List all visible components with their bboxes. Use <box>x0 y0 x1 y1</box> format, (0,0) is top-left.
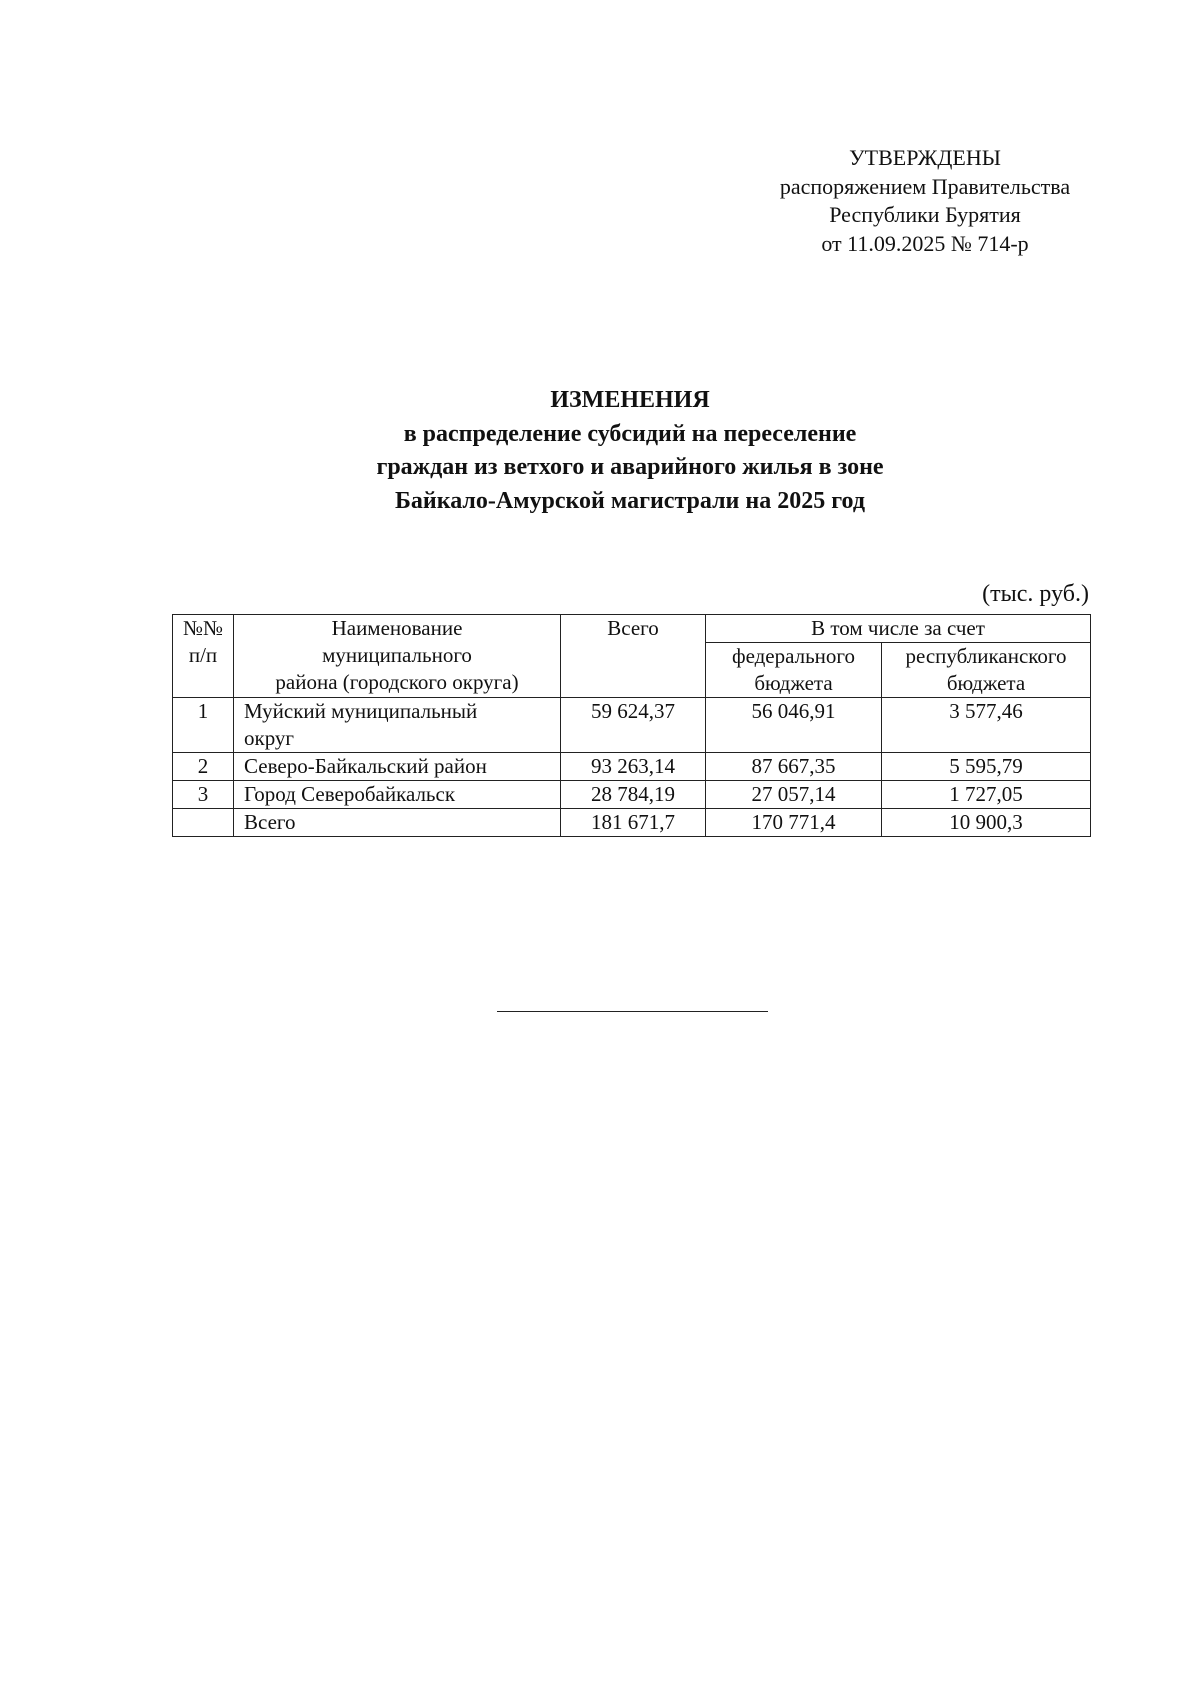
row-federal: 27 057,14 <box>706 781 882 809</box>
title-line-4: Байкало-Амурской магистрали на 2025 год <box>395 487 865 514</box>
table-header-row <box>173 615 1091 643</box>
row-name: Северо-Байкальский район <box>234 753 561 781</box>
header-republic-line2: бюджета <box>946 671 1026 695</box>
subsidy-table <box>172 614 1091 837</box>
closing-rule <box>497 1011 768 1012</box>
table-row <box>173 698 1091 753</box>
header-including: В том числе за счет <box>706 615 1091 643</box>
row-total: 93 263,14 <box>561 753 706 781</box>
header-number-line1: №№ <box>182 616 224 640</box>
header-republic <box>882 643 1091 698</box>
title-heading: ИЗМЕНЕНИЯ <box>550 387 710 413</box>
header-name <box>234 615 561 698</box>
summary-federal: 170 771,4 <box>706 809 882 837</box>
summary-number <box>173 809 234 837</box>
row-republic: 1 727,05 <box>882 781 1091 809</box>
header-name-line1: Наименование <box>331 616 463 640</box>
summary-total: 181 671,7 <box>561 809 706 837</box>
units-label: (тыс. руб.) <box>982 581 1089 607</box>
table-summary-row <box>173 809 1091 837</box>
row-name-line1: Муйский муниципальный <box>244 699 478 723</box>
row-federal: 87 667,35 <box>706 753 882 781</box>
table-row <box>173 781 1091 809</box>
row-number: 3 <box>173 781 234 809</box>
header-total: Всего <box>561 615 706 698</box>
summary-label: Всего <box>234 809 561 837</box>
header-name-line3: района (городского округа) <box>275 670 519 694</box>
row-republic: 5 595,79 <box>882 753 1091 781</box>
header-federal-line2: бюджета <box>754 671 833 695</box>
row-republic: 3 577,46 <box>882 698 1091 753</box>
row-federal: 56 046,91 <box>706 698 882 753</box>
row-number: 1 <box>173 698 234 753</box>
row-number: 2 <box>173 753 234 781</box>
approval-stamp <box>750 144 1100 258</box>
header-number <box>173 615 234 698</box>
header-name-line2: муниципального <box>322 643 472 667</box>
title-line-3: граждан из ветхого и аварийного жилья в зоне <box>376 454 884 480</box>
header-republic-line1: республиканского <box>905 644 1067 668</box>
approval-heading: УТВЕРЖДЕНЫ <box>849 145 1001 170</box>
header-number-line2: п/п <box>188 643 218 667</box>
header-federal-line1: федерального <box>731 644 856 668</box>
row-name <box>234 698 561 753</box>
row-name-line2: округ <box>244 726 295 750</box>
approval-date-number: от 11.09.2025 № 714-р <box>821 230 1029 256</box>
row-total: 28 784,19 <box>561 781 706 809</box>
approval-authority: распоряжением Правительства <box>779 173 1071 199</box>
row-total: 59 624,37 <box>561 698 706 753</box>
approval-republic: Республики Бурятия <box>829 202 1021 227</box>
document-title <box>170 384 1090 518</box>
header-federal <box>706 643 882 698</box>
table-row <box>173 753 1091 781</box>
summary-republic: 10 900,3 <box>882 809 1091 837</box>
row-name: Город Северобайкальск <box>234 781 561 809</box>
title-line-2: в распределение субсидий на переселение <box>403 420 857 447</box>
